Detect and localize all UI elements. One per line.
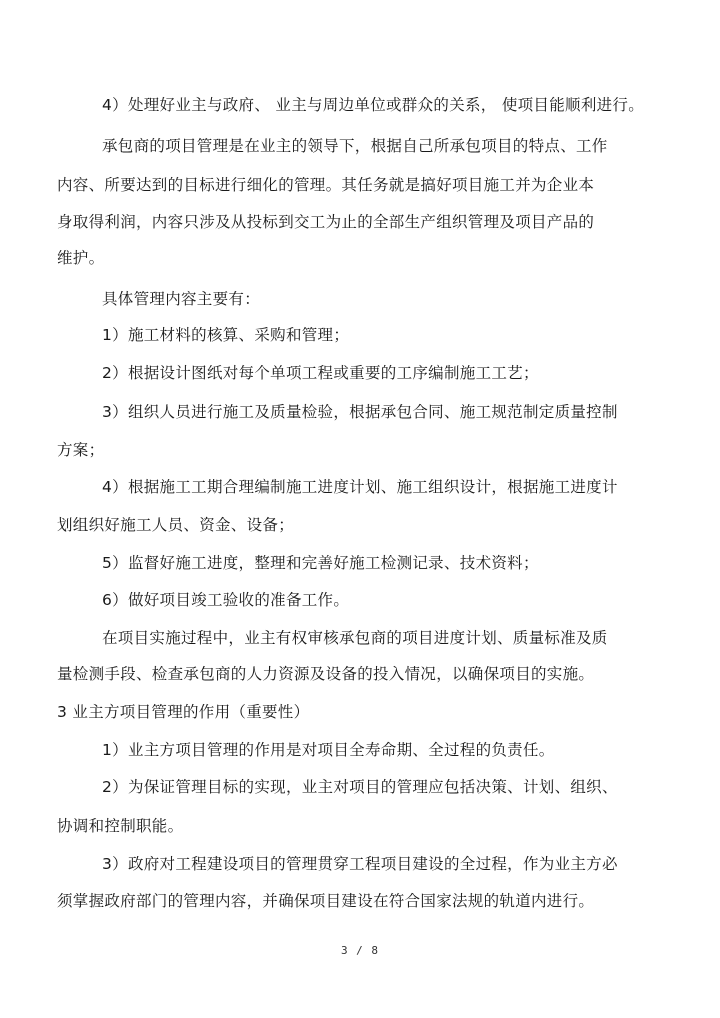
paragraph-line: 内容、所要达到的目标进行细化的管理。其任务就是搞好项目施工并为企业本 xyxy=(57,176,595,194)
list-item: 2）为保证管理目标的实现，业主对项目的管理应包括决策、计划、组织、 xyxy=(102,778,618,796)
paragraph-line: 4）处理好业主与政府、 业主与周边单位或群众的关系， 使项目能顺利进行。 xyxy=(102,96,645,114)
list-item: 6）做好项目竣工验收的准备工作。 xyxy=(102,591,350,609)
paragraph-line: 在项目实施过程中，业主有权审核承包商的项目进度计划、质量标准及质 xyxy=(102,629,608,647)
list-item: 2）根据设计图纸对每个单项工程或重要的工序编制施工工艺； xyxy=(102,364,539,382)
paragraph-line: 量检测手段、检查承包商的人力资源及设备的投入情况，以确保项目的实施。 xyxy=(57,665,595,683)
list-item-continuation: 方案； xyxy=(57,441,105,459)
list-item: 1）施工材料的核算、采购和管理； xyxy=(102,326,350,344)
paragraph-line: 维护。 xyxy=(57,249,105,267)
page-number: 3 / 8 xyxy=(340,944,380,957)
list-item-continuation: 协调和控制职能。 xyxy=(57,817,184,835)
list-item: 4）根据施工工期合理编制施工进度计划、施工组织设计，根据施工进度计 xyxy=(102,478,618,496)
list-item: 5）监督好施工进度，整理和完善好施工检测记录、技术资料； xyxy=(102,554,539,572)
list-item-continuation: 须掌握政府部门的管理内容，并确保项目建设在符合国家法规的轨道内进行。 xyxy=(57,892,595,910)
section-heading: 3 业主方项目管理的作用（重要性） xyxy=(57,703,310,721)
paragraph-line: 承包商的项目管理是在业主的领导下，根据自己所承包项目的特点、工作 xyxy=(102,137,608,155)
paragraph-line: 具体管理内容主要有： xyxy=(102,290,261,308)
list-item: 1）业主方项目管理的作用是对项目全寿命期、全过程的负责任。 xyxy=(102,741,555,759)
list-item-continuation: 划组织好施工人员、资金、设备； xyxy=(57,516,295,534)
list-item: 3）组织人员进行施工及质量检验，根据承包合同、施工规范制定质量控制 xyxy=(102,403,618,421)
paragraph-line: 身取得利润，内容只涉及从投标到交工为止的全部生产组织管理及项目产品的 xyxy=(57,213,595,231)
list-item: 3）政府对工程建设项目的管理贯穿工程项目建设的全过程，作为业主方必 xyxy=(102,855,618,873)
